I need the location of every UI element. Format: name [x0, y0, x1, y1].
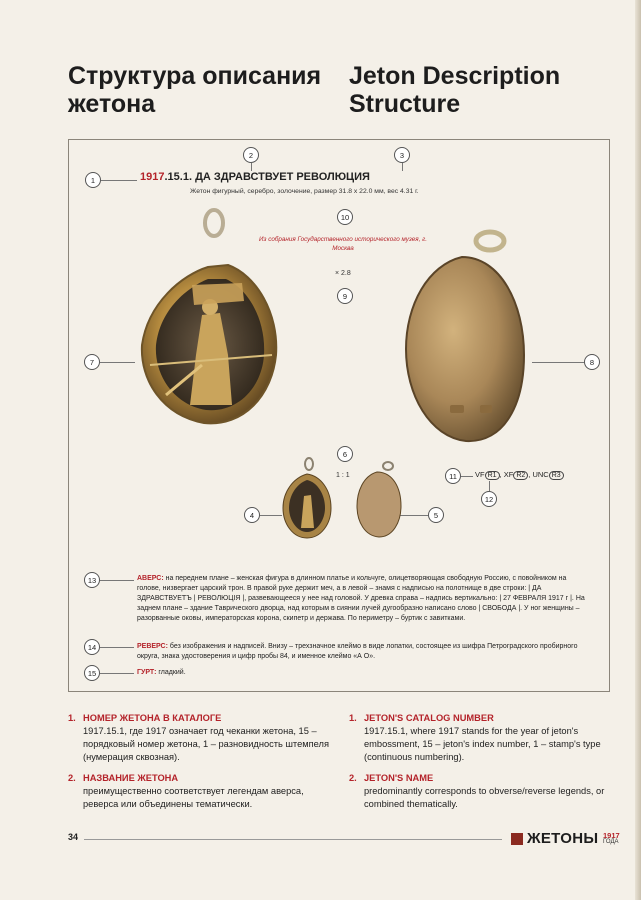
grade-vf: VF	[475, 470, 485, 479]
grade-xf: XF	[503, 470, 514, 479]
page-gutter	[635, 0, 641, 900]
entry-name: ДА ЗДРАВСТВУЕТ РЕВОЛЮЦИЯ	[195, 171, 370, 183]
reverse-small-image	[355, 460, 403, 540]
title-english: Jeton Description Structure	[349, 62, 561, 118]
entry-heading	[140, 171, 370, 183]
brand-logo	[511, 830, 621, 850]
marker-3: 3	[394, 147, 410, 163]
reverse-text: без изображения и надписей. Внизу – трехзначное клеймо в виде лопатки, состоящее из шифра Петроградского пробирного округа, знака удостоверения и цифр пробы 84, и именное клеймо «А О».	[137, 643, 578, 660]
note-heading: НАЗВАНИЕ ЖЕТОНА	[83, 773, 179, 783]
note-item	[349, 772, 611, 811]
title-russian: Структура описания жетона	[68, 62, 322, 118]
rarity-grades: VF R1 , XF R2 , UNC R3	[475, 470, 564, 480]
notes-russian	[68, 712, 338, 819]
note-number: 1.	[349, 713, 357, 723]
connector-8	[532, 362, 584, 363]
marker-10: 10	[337, 209, 353, 225]
reverse-label: РЕВЕРС:	[137, 643, 168, 650]
connector-12	[489, 481, 490, 491]
grade-unc-rarity: R3	[549, 471, 564, 480]
marker-7: 7	[84, 354, 100, 370]
note-number: 2.	[349, 773, 357, 783]
connector-11	[461, 476, 473, 477]
connector-4	[260, 515, 282, 516]
grade-xf-rarity: R2	[513, 471, 528, 480]
collection-note: Из собрания Государственного исторического музея, г. Москва	[259, 236, 427, 252]
note-text: 1917.15.1, где 1917 означает год чеканки жетона, 15 – порядковый номер жетона, 1 – разновидность штемпеля (нумерация сквозная).	[83, 726, 329, 762]
marker-11: 11	[445, 468, 461, 484]
brand-year: 1917	[603, 831, 620, 840]
edge-label: ГУРТ:	[137, 669, 157, 676]
marker-4: 4	[244, 507, 260, 523]
entry-meta: Жетон фигурный, серебро, золочение, размер 31.8 х 22.0 мм, вес 4.31 г.	[190, 188, 419, 195]
marker-1: 1	[85, 172, 101, 188]
marker-12: 12	[481, 491, 497, 507]
marker-9: 9	[337, 288, 353, 304]
edge-text: гладкий.	[158, 669, 186, 676]
marker-8: 8	[584, 354, 600, 370]
marker-13: 13	[84, 572, 100, 588]
grade-unc: UNC	[532, 470, 549, 479]
note-heading: JETON'S NAME	[364, 773, 434, 783]
reverse-description	[137, 642, 589, 662]
marker-15: 15	[84, 665, 100, 681]
connector-15	[100, 673, 134, 674]
marker-2: 2	[243, 147, 259, 163]
note-heading: JETON'S CATALOG NUMBER	[364, 713, 494, 723]
note-text: 1917.15.1, where 1917 stands for the year of jeton's embossment, 15 – jeton's index number, 1 – stamp's type (continuous numbering).	[364, 726, 601, 762]
note-number: 1.	[68, 713, 76, 723]
scale-large: × 2.8	[335, 270, 351, 277]
scale-small: 1 : 1	[336, 472, 350, 479]
connector-1	[101, 180, 137, 181]
obverse-small-image	[281, 456, 333, 541]
connector-13	[100, 580, 134, 581]
brand-sub: ГОДА	[603, 839, 619, 845]
entry-year: 1917	[140, 171, 165, 183]
note-heading: НОМЕР ЖЕТОНА В КАТАЛОГЕ	[83, 713, 222, 723]
note-text: преимущественно соответствует легендам аверса, реверса или объединены тематически.	[83, 786, 304, 809]
connector-2	[251, 163, 252, 171]
connector-7	[100, 362, 135, 363]
brand-mark-icon	[511, 833, 523, 845]
page-number: 34	[68, 832, 79, 842]
entry-number: .15.1.	[164, 171, 193, 183]
obverse-label: АВЕРС:	[137, 575, 164, 582]
note-item	[349, 712, 611, 764]
obverse-description	[137, 574, 589, 624]
note-item	[68, 712, 338, 764]
connector-14	[100, 647, 134, 648]
footer-rule	[84, 839, 502, 840]
marker-5: 5	[428, 507, 444, 523]
note-number: 2.	[68, 773, 76, 783]
marker-6: 6	[337, 446, 353, 462]
obverse-text: на переднем плане – женская фигура в длинном платье и кольчуге, олицетворяющая свободную Россию, с повойником на голове, низвергает царский трон. В правой руке держит меч, а в левой – знамя с надписью на полотнище в две строки: | ДА ЗДРАВСТВУЕТЪ | РЕВОЛЮЦІЯ |, развевающееся у нее над головой. У древка справа – надпись вертикально: | 27 ФЕВРАЛЯ 1917 г |. На заднем плане – здание Таврического дворца, над которым в сиянии лучей дугообразно написано слово | СВОБОДА |. У ног женщины – разорванные оковы, императорская корона, скипетр и держава. По периметру – буртик с завитками.	[137, 575, 585, 622]
brand-name: ЖЕТОНЫ	[527, 830, 599, 847]
marker-14: 14	[84, 639, 100, 655]
note-text: predominantly corresponds to obverse/reverse legends, or combined thematically.	[364, 786, 605, 809]
grade-vf-rarity: R1	[485, 471, 500, 480]
reverse-large-image	[400, 227, 530, 452]
connector-3	[402, 163, 403, 171]
obverse-large-image	[132, 205, 284, 430]
edge-description	[137, 668, 589, 678]
notes-english	[349, 712, 611, 819]
note-item	[68, 772, 338, 811]
